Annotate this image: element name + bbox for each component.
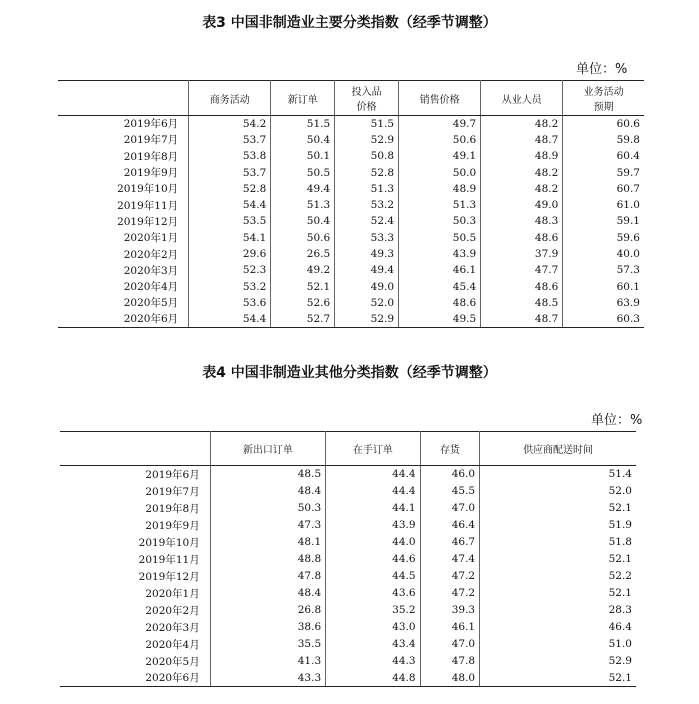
table-cell: 49.4 xyxy=(335,262,399,278)
table-cell: 50.6 xyxy=(271,230,335,246)
table-cell: 37.9 xyxy=(481,246,563,262)
column-header: 业务活动 预期 xyxy=(563,81,644,116)
table-cell: 49.5 xyxy=(399,311,481,327)
table-cell: 50.5 xyxy=(399,230,481,246)
table-cell: 51.9 xyxy=(480,517,636,534)
table4 xyxy=(60,431,636,687)
table-cell: 35.5 xyxy=(210,636,325,653)
row-label: 2020年4月 xyxy=(145,638,200,651)
table-row xyxy=(60,534,636,551)
row-label: 2019年7月 xyxy=(145,485,200,498)
table-cell: 43.3 xyxy=(210,670,325,687)
table-cell: 59.7 xyxy=(563,164,644,180)
table-cell: 52.9 xyxy=(335,311,399,327)
table-cell: 51.5 xyxy=(335,116,399,132)
table-cell: 59.1 xyxy=(563,213,644,229)
table-cell: 48.9 xyxy=(399,181,481,197)
table-cell: 52.1 xyxy=(480,670,636,687)
column-header: 新出口订单 xyxy=(210,432,325,466)
row-label: 2019年6月 xyxy=(145,468,200,481)
table-row xyxy=(58,230,644,246)
row-label: 2019年11月 xyxy=(117,199,179,212)
table-cell: 45.4 xyxy=(399,278,481,294)
row-label: 2019年6月 xyxy=(123,118,179,131)
table-cell: 48.2 xyxy=(481,164,563,180)
table-cell: 47.3 xyxy=(210,517,325,534)
table-cell: 52.7 xyxy=(271,311,335,327)
row-label: 2020年6月 xyxy=(60,670,210,687)
table3-unit: 单位：% xyxy=(576,62,628,77)
table-cell: 48.2 xyxy=(481,181,563,197)
table-cell: 44.4 xyxy=(326,483,420,500)
table-cell: 47.2 xyxy=(420,568,480,585)
table-cell: 50.5 xyxy=(271,164,335,180)
table-cell: 60.6 xyxy=(563,116,644,132)
table-cell: 51.3 xyxy=(399,197,481,213)
table-cell: 46.4 xyxy=(420,517,480,534)
table-cell: 50.3 xyxy=(399,213,481,229)
table-row xyxy=(58,164,644,180)
table-cell: 35.2 xyxy=(326,602,420,619)
table-cell: 54.4 xyxy=(189,197,271,213)
row-label: 2020年1月 xyxy=(123,232,179,245)
table-cell: 50.6 xyxy=(399,132,481,148)
table-cell: 53.6 xyxy=(189,295,271,311)
table-cell: 44.5 xyxy=(326,568,420,585)
table-cell: 60.4 xyxy=(563,148,644,164)
table-cell: 46.4 xyxy=(480,619,636,636)
row-label: 2019年12月 xyxy=(117,215,179,228)
row-label: 2020年4月 xyxy=(123,281,179,294)
table-cell: 50.3 xyxy=(210,500,325,517)
column-header: 投入品 价格 xyxy=(335,81,399,116)
table-cell: 50.4 xyxy=(271,132,335,148)
table-cell: 48.3 xyxy=(481,213,563,229)
row-label: 2020年3月 xyxy=(145,621,200,634)
table-row xyxy=(60,585,636,602)
table-cell: 48.5 xyxy=(481,295,563,311)
table-cell: 46.7 xyxy=(420,534,480,551)
table-cell: 44.0 xyxy=(326,534,420,551)
table-cell: 52.8 xyxy=(189,181,271,197)
column-header: 存货 xyxy=(420,432,480,466)
table-cell: 49.0 xyxy=(481,197,563,213)
column-header: 销售价格 xyxy=(399,81,481,116)
table-row xyxy=(60,653,636,670)
column-header: 在手订单 xyxy=(326,432,420,466)
table-row xyxy=(60,483,636,500)
table-cell: 47.0 xyxy=(420,636,480,653)
table-cell: 41.3 xyxy=(210,653,325,670)
header-row xyxy=(60,432,636,466)
table-cell: 60.7 xyxy=(563,181,644,197)
table-row xyxy=(60,636,636,653)
table-cell: 52.0 xyxy=(335,295,399,311)
table-cell: 49.2 xyxy=(271,262,335,278)
table-cell: 48.2 xyxy=(481,116,563,132)
table-cell: 53.7 xyxy=(189,132,271,148)
table-cell: 49.3 xyxy=(335,246,399,262)
table-row xyxy=(58,148,644,164)
table-cell: 48.4 xyxy=(210,585,325,602)
row-label: 2019年8月 xyxy=(145,502,200,515)
column-header: 从业人员 xyxy=(481,81,563,116)
row-label: 2020年3月 xyxy=(123,264,179,277)
table-row xyxy=(60,670,636,687)
table-row xyxy=(58,295,644,311)
table-cell: 54.1 xyxy=(189,230,271,246)
table-cell: 54.2 xyxy=(189,116,271,132)
table-cell: 49.0 xyxy=(335,278,399,294)
row-label: 2019年10月 xyxy=(138,536,200,549)
table-cell: 51.3 xyxy=(335,181,399,197)
table-cell: 48.6 xyxy=(481,278,563,294)
row-label: 2020年1月 xyxy=(145,587,200,600)
row-label: 2020年2月 xyxy=(145,604,200,617)
table-cell: 46.1 xyxy=(399,262,481,278)
table-cell: 47.8 xyxy=(210,568,325,585)
table-row xyxy=(60,568,636,585)
table-cell: 52.9 xyxy=(335,132,399,148)
table-cell: 43.0 xyxy=(326,619,420,636)
table-cell: 28.3 xyxy=(480,602,636,619)
table-cell: 48.5 xyxy=(210,466,325,483)
table-cell: 47.4 xyxy=(420,551,480,568)
table4-unit: 单位：% xyxy=(591,413,643,428)
table4-title: 表4 中国非制造业其他分类指数（经季节调整） xyxy=(202,365,497,381)
table-row xyxy=(58,116,644,132)
table-cell: 51.3 xyxy=(271,197,335,213)
table-row xyxy=(60,602,636,619)
table-cell: 52.3 xyxy=(189,262,271,278)
row-label: 2020年5月 xyxy=(145,655,200,668)
table-row xyxy=(58,181,644,197)
header-corner xyxy=(60,432,210,466)
table-cell: 50.8 xyxy=(335,148,399,164)
table-cell: 52.1 xyxy=(480,500,636,517)
column-header: 供应商配送时间 xyxy=(480,432,636,466)
header-corner xyxy=(58,81,189,116)
table-cell: 52.9 xyxy=(480,653,636,670)
table-cell: 59.6 xyxy=(563,230,644,246)
table-cell: 52.4 xyxy=(335,213,399,229)
table-cell: 53.3 xyxy=(335,230,399,246)
table-cell: 49.1 xyxy=(399,148,481,164)
table-cell: 48.4 xyxy=(210,483,325,500)
table-row xyxy=(60,517,636,534)
table-cell: 48.9 xyxy=(481,148,563,164)
table-cell: 60.3 xyxy=(563,311,644,327)
table-cell: 48.7 xyxy=(481,311,563,327)
table-cell: 52.2 xyxy=(480,568,636,585)
table-cell: 51.5 xyxy=(271,116,335,132)
table-cell: 44.6 xyxy=(326,551,420,568)
table-cell: 29.6 xyxy=(189,246,271,262)
table-cell: 49.4 xyxy=(271,181,335,197)
table-cell: 50.1 xyxy=(271,148,335,164)
table-row xyxy=(58,246,644,262)
table-cell: 40.0 xyxy=(563,246,644,262)
table-cell: 59.8 xyxy=(563,132,644,148)
table-cell: 44.1 xyxy=(326,500,420,517)
table-cell: 50.4 xyxy=(271,213,335,229)
row-label: 2019年11月 xyxy=(138,553,200,566)
table-cell: 48.6 xyxy=(481,230,563,246)
table-cell: 52.1 xyxy=(480,585,636,602)
table-cell: 38.6 xyxy=(210,619,325,636)
table-cell: 52.6 xyxy=(271,295,335,311)
table-cell: 48.8 xyxy=(210,551,325,568)
table-cell: 53.8 xyxy=(189,148,271,164)
table-cell: 50.0 xyxy=(399,164,481,180)
table-cell: 44.4 xyxy=(326,466,420,483)
row-label: 2019年12月 xyxy=(138,570,200,583)
column-header: 新订单 xyxy=(271,81,335,116)
table-row xyxy=(60,619,636,636)
table-cell: 49.7 xyxy=(399,116,481,132)
table-cell: 47.0 xyxy=(420,500,480,517)
table-cell: 52.1 xyxy=(480,551,636,568)
table-cell: 46.0 xyxy=(420,466,480,483)
table-row xyxy=(58,311,644,327)
table-cell: 61.0 xyxy=(563,197,644,213)
table-cell: 48.7 xyxy=(481,132,563,148)
table3-title: 表3 中国非制造业主要分类指数（经季节调整） xyxy=(202,15,497,31)
table-cell: 57.3 xyxy=(563,262,644,278)
table-cell: 47.2 xyxy=(420,585,480,602)
table-row xyxy=(60,466,636,483)
table-cell: 60.1 xyxy=(563,278,644,294)
table-cell: 53.2 xyxy=(335,197,399,213)
table-cell: 51.0 xyxy=(480,636,636,653)
table-row xyxy=(58,262,644,278)
table-cell: 52.0 xyxy=(480,483,636,500)
table-cell: 39.3 xyxy=(420,602,480,619)
table-cell: 53.5 xyxy=(189,213,271,229)
table-cell: 54.4 xyxy=(189,311,271,327)
table-cell: 52.8 xyxy=(335,164,399,180)
table-cell: 46.1 xyxy=(420,619,480,636)
table3 xyxy=(58,80,644,328)
table-cell: 47.7 xyxy=(481,262,563,278)
table-row xyxy=(60,500,636,517)
table-cell: 43.9 xyxy=(326,517,420,534)
table-cell: 53.2 xyxy=(189,278,271,294)
table-cell: 43.4 xyxy=(326,636,420,653)
table-cell: 51.4 xyxy=(480,466,636,483)
row-label: 2019年9月 xyxy=(145,519,200,532)
table-cell: 48.1 xyxy=(210,534,325,551)
row-label: 2019年9月 xyxy=(123,167,179,180)
table-row xyxy=(58,197,644,213)
column-header: 商务活动 xyxy=(189,81,271,116)
row-label: 2019年7月 xyxy=(123,134,179,147)
table-row xyxy=(58,213,644,229)
row-label: 2020年5月 xyxy=(123,297,179,310)
table-cell: 44.8 xyxy=(326,670,420,687)
table-cell: 43.6 xyxy=(326,585,420,602)
table-cell: 47.8 xyxy=(420,653,480,670)
row-label: 2020年6月 xyxy=(58,311,189,327)
table-cell: 48.0 xyxy=(420,670,480,687)
table-row xyxy=(58,278,644,294)
table-cell: 44.3 xyxy=(326,653,420,670)
table-cell: 53.7 xyxy=(189,164,271,180)
table-row xyxy=(60,551,636,568)
table-row xyxy=(58,132,644,148)
table-cell: 51.8 xyxy=(480,534,636,551)
table-cell: 26.8 xyxy=(210,602,325,619)
header-row xyxy=(58,81,644,116)
table-cell: 63.9 xyxy=(563,295,644,311)
table-cell: 48.6 xyxy=(399,295,481,311)
row-label: 2020年2月 xyxy=(123,248,179,261)
table-cell: 45.5 xyxy=(420,483,480,500)
table-cell: 52.1 xyxy=(271,278,335,294)
row-label: 2019年8月 xyxy=(123,150,179,163)
table-cell: 26.5 xyxy=(271,246,335,262)
table-cell: 43.9 xyxy=(399,246,481,262)
row-label: 2019年10月 xyxy=(117,183,179,196)
